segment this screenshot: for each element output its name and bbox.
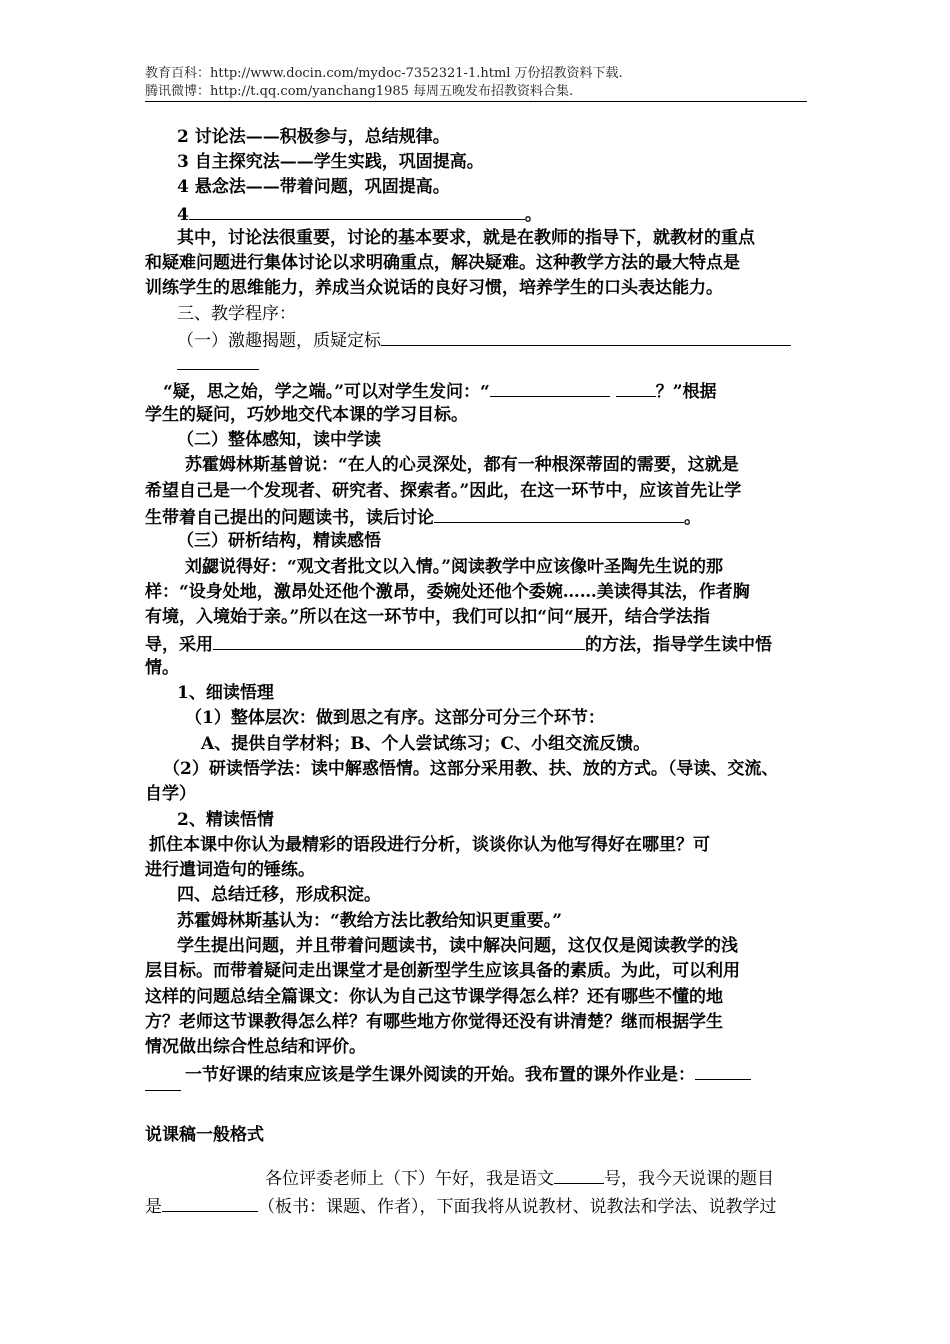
discussion-line-2: 和疑难问题进行集体讨论以求明确重点，解决疑难。这种教学方法的最大特点是	[145, 253, 740, 273]
summary-para-line-2: 层目标。而带着疑问走出课堂才是创新型学生应该具备的素质。为此，可以利用	[145, 961, 740, 981]
fill-blank-continued	[145, 1072, 181, 1091]
fill-blank	[213, 631, 585, 650]
fill-blank	[434, 504, 684, 523]
homework-line	[185, 1061, 751, 1087]
format-line-1b: 号，我今天说课的题目	[604, 1169, 774, 1189]
format-line-2b: （板书：课题、作者），下面我将从说教材、说教法和学法、说教学过	[258, 1197, 777, 1217]
fill-blank	[162, 1193, 258, 1212]
section-3-line-1: 刘勰说得好：“观文者批文以入情。”阅读教学中应该像叶圣陶先生说的那	[185, 557, 724, 577]
section-2-title: （二）整体感知，读中学读	[177, 430, 381, 450]
fill-blank-continued	[177, 351, 259, 370]
subsection-1-item-2: （2）研读悟学法：读中解惑悟情。这部分采用教、扶、放的方式。（导读、交流、	[163, 759, 779, 779]
summary-para-line-5: 情况做出综合性总结和评价。	[145, 1037, 366, 1057]
section-3-line-3: 有境，入境始于亲。”所以在这一环节中，我们可以扣“问“展开，结合学法指	[145, 607, 710, 627]
method-4: 4 悬念法——带着问题，巩固提高。	[177, 177, 450, 197]
section-3-line-4a: 导，采用	[145, 635, 213, 655]
section-2-line-3b: 。	[684, 508, 701, 528]
fill-blank	[695, 1061, 751, 1080]
section-1-title: （一）激趣揭题，质疑定标	[177, 331, 381, 351]
fill-blank	[554, 1165, 604, 1184]
format-line-2a: 是	[145, 1197, 162, 1217]
subsection-1-item-1-steps: A、提供自学材料；B、个人尝试练习；C、小组交流反馈。	[201, 734, 651, 754]
section-2-line-2: 希望自己是一个发现者、研究者、探索者。”因此，在这一环节中，应该首先让学	[145, 481, 742, 501]
fill-blank	[616, 378, 656, 397]
summary-quote: 苏霍姆林斯基认为：“教给方法比教给知识更重要。”	[177, 911, 563, 931]
fill-blank	[189, 201, 525, 220]
section-1-line-1b: ？”根据	[655, 382, 717, 402]
method-4b-prefix: 4	[177, 205, 189, 225]
section-3-line-5: 情。	[145, 658, 179, 678]
method-2: 2 讨论法——积极参与，总结规律。	[177, 127, 450, 147]
format-line-1a: 各位评委老师上（下）午好，我是语文	[265, 1169, 554, 1189]
subsection-1-item-1: （1）整体层次：做到思之有序。这部分可分三个环节：	[185, 708, 605, 728]
section-1-line-1a: “疑，思之始，学之端。”可以对学生发问：“	[163, 382, 490, 402]
subsection-2-line-2: 进行遣词造句的锤练。	[145, 860, 315, 880]
header-rule	[145, 101, 807, 102]
header-line-1: 教育百科：http://www.docin.com/mydoc-7352321-1.html 万份招教资料下载.	[145, 66, 623, 81]
section-2-line-3a: 生带着自己提出的问题读书，读后讨论	[145, 508, 434, 528]
summary-title: 四、总结迁移，形成积淀。	[177, 885, 381, 905]
format-line-2	[145, 1193, 777, 1219]
discussion-line-1: 其中，讨论法很重要，讨论的基本要求，就是在教师的指导下，就教材的重点	[177, 228, 755, 248]
subsection-2-title: 2、精读悟情	[177, 810, 274, 830]
header-line-2: 腾讯微博：http://t.qq.com/yanchang1985 每周五晚发布招教资料合集.	[145, 84, 574, 99]
method-4b-suffix: 。	[524, 205, 542, 225]
summary-para-line-4: 方？老师这节课教得怎么样？有哪些地方你觉得还没有讲清楚？继而根据学生	[145, 1012, 723, 1032]
summary-para-line-3: 这样的问题总结全篇课文：你认为自己这节课学得怎么样？还有哪些不懂的地	[145, 987, 723, 1007]
section-2-line-3	[145, 504, 701, 530]
subsection-2-line-1: 抓住本课中你认为最精彩的语段进行分析，谈谈你认为他写得好在哪里？可	[149, 835, 710, 855]
fill-blank	[381, 327, 791, 346]
method-3: 3 自主探究法——学生实践，巩固提高。	[177, 152, 484, 172]
section-3-line-4b: 的方法，指导学生读中悟	[585, 635, 772, 655]
method-4-blank-line	[177, 201, 542, 227]
discussion-line-3: 训练学生的思维能力，养成当众说话的良好习惯，培养学生的口头表达能力。	[145, 278, 723, 298]
homework-text: 一节好课的结束应该是学生课外阅读的开始。我布置的课外作业是：	[185, 1065, 695, 1085]
procedure-title: 三、教学程序：	[177, 304, 296, 324]
format-line-1	[265, 1165, 774, 1191]
subsection-1-title: 1、细读悟理	[177, 683, 274, 703]
section-1-line-2: 学生的疑问，巧妙地交代本课的学习目标。	[145, 405, 468, 425]
section-3-title: （三）研析结构，精读感悟	[177, 531, 381, 551]
subsection-1-item-2-cont: 自学）	[145, 784, 196, 804]
section-3-line-4	[145, 631, 772, 657]
fill-blank	[490, 378, 610, 397]
section-3-line-2: 样：“设身处地，激昂处还他个激昂，委婉处还他个委婉……美读得其法，作者胸	[145, 582, 750, 602]
section-2-line-1: 苏霍姆林斯基曾说：“在人的心灵深处，都有一种根深蒂固的需要，这就是	[185, 455, 739, 475]
section-1-line-1	[163, 378, 717, 404]
summary-para-line-1: 学生提出问题，并且带着问题读书，读中解决问题，这仅仅是阅读教学的浅	[177, 936, 738, 956]
section-1-title-line	[177, 327, 791, 353]
format-title: 说课稿一般格式	[145, 1125, 264, 1145]
